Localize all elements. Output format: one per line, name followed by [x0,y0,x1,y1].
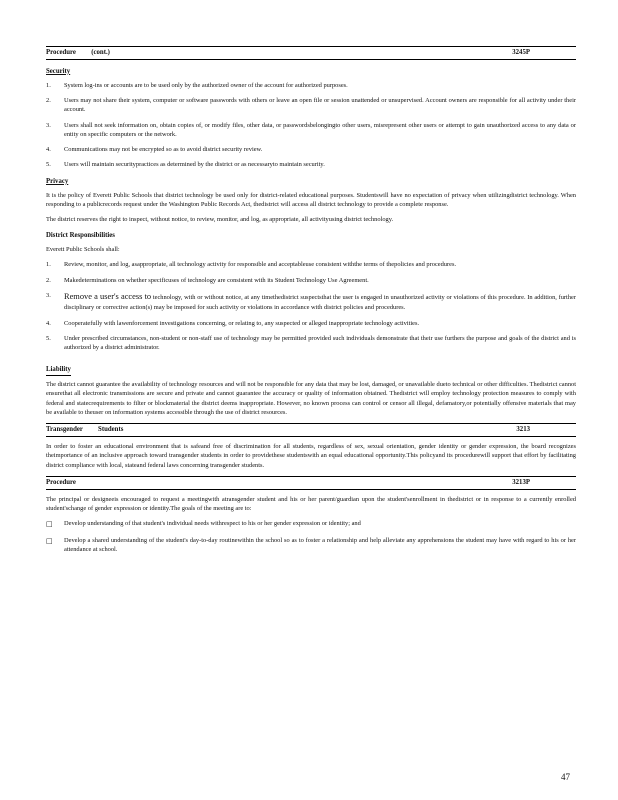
item-rest-text: technology, with or without notice, at any timethedistrict suspectsthat the user is engaged in unauthorized activity or violations of this procedure. In addition, further disciplinary or corrective action(s) may be imposed for such activity or violations in accordance with district policies and procedures. [64,294,576,312]
item-number: 5. [46,334,51,342]
liability-heading: Liability [46,365,71,376]
policy-number: 3213 [516,426,530,434]
bullet-icon: □ [46,536,53,545]
item-text: Develop understanding of that student's individual needs withrespect to his or her gender expression or identity; and [64,520,361,528]
transgender-paragraph: In order to foster an educational environment that is safeand free of discrimination for all students, regardless of sex, sexual orientation, gender identity or gender expression, the board recognizes theimportance of an inclusive approach toward transgender students in order to providethese studentswith an equal educational opportunity.This policyand its procedurewill support that effort by facilitating district compliance with local, stateand federal laws concerning transgender students. [46,443,576,469]
list-item [46,536,576,555]
item-text: Review, monitor, and log, asappropriate, all technology activity for responsible and acceptableuse consistent withthe terms of thepolicies and procedures. [64,261,457,269]
list-item [46,291,576,312]
list-item [46,319,576,328]
item-text: Users will maintain securitypractices as determined by the district or as necessaryto maintain security. [64,161,325,169]
security-heading: Security [46,67,71,75]
item-text: Cooperatefully with lawenforcement investigations concerning, or relating to, any suspected or alleged inappropriate technology activities. [64,319,420,327]
bullet-icon: □ [46,520,53,529]
policy-title: Transgender Students [46,426,124,434]
procedure-header [46,46,576,60]
district-responsibilities-heading: District Responsibilities [46,232,115,240]
item-number: 3. [46,292,51,300]
security-list [46,81,576,170]
item-text: Users may not share their system, computer or software passwords with others or leave an open file or session unattended or unsupervised. Account owners are responsible for all activity under their account. [64,96,576,114]
transgender-students-header [46,423,576,437]
item-text: Under prescribed circumstances, non-student or non-staff use of technology may be permitted provided such individuals demonstrate that their use furthers the purpose and goals of the district and is authorized by a district administrator. [64,334,576,352]
document-page [46,46,576,560]
list-item [46,81,576,90]
item-lead-text: Remove a user's access to [64,292,152,302]
item-text: Users shall not seek information on, obtain copies of, or modify files, other data, or passwordsbelongingto other users, misrepresent other users or attempt to gain unauthorized access to any data or entity on specific computers or the network. [64,121,576,138]
procedure-paragraph: The principal or designeeis encouraged to request a meetingwith atransgender student and his or her parent/guardian upon the student'senrollment in thedistrict or in response to a currently enrolled student'schange of gender expression or identity.The goals of the meeting are to: [46,495,576,513]
item-text: Develop a shared understanding of the student's day-to-day routinewithin the school so as to foster a relationship and help alleviate any apprehensions the student may have with regard to his or her attendance at school. [64,536,576,553]
item-text: System log-ins or accounts are to be used only by the authorized owner of the account for authorized purposes. [64,81,348,89]
privacy-paragraph-1: It is the policy of Everett Public Schools that district technology be used only for district-related educational purposes. Studentswill have no expectation of privacy when utilizingdistrict technology. When responding to a publicrecords request under the Washington Public Records Act, thedistrict will access all district technology to provide a complete response. [46,191,576,208]
district-list [46,260,576,352]
item-text: Makedeterminations on whether specificuses of technology are consistent with its Student Technology Use Agreement. [64,276,369,284]
list-item [46,276,576,285]
item-number: 4. [46,146,51,154]
item-number: 1. [46,261,51,269]
item-text [64,291,576,312]
item-number: 3. [46,121,51,129]
item-text: Communications may not be encrypted so as to avoid district security review. [64,146,263,154]
procedure-3213p-header [46,476,576,490]
privacy-heading: Privacy [46,177,69,185]
list-item [46,96,576,115]
item-number: 1. [46,81,51,89]
list-item [46,160,576,169]
page-number: 47 [561,771,570,782]
list-item [46,260,576,269]
list-item [46,145,576,154]
list-item [46,519,576,529]
list-item [46,121,576,140]
item-number: 2. [46,276,51,284]
liability-paragraph: The district cannot guarantee the availability of technology resources and will not be responsible for any data that may be lost, damaged, or unavailable dueto technical or other difficulties. Thedistrict cannot ensurethat all electronic transmissions are secure and private and cannot guarantee the accuracy or quality of information obtained. Thedistrict will employ technology protection measures to comply with federal and statecrequirements to filter or blockmaterial the district deems inappropriate. However, no known process can control or censor all illegal, defamatory,or potentially offensive materials that may be available to theuser on information systems accessible through the use of district resources. [46,381,576,417]
item-number: 5. [46,161,51,169]
procedure-header-label: Procedure (cont.) [46,49,110,56]
procedure-title: Procedure [46,479,76,486]
procedure-number: 3245P [512,49,530,56]
district-intro: Everett Public Schools shall: [46,246,120,254]
privacy-paragraph-2: The district reserves the right to inspect, without notice, to review, monitor, and log, as appropriate, all activityusing district technology. [46,216,394,224]
procedure-number: 3213P [512,479,530,486]
procedure-goals-list [46,519,576,554]
item-number: 4. [46,319,51,327]
list-item [46,334,576,353]
item-number: 2. [46,96,51,104]
